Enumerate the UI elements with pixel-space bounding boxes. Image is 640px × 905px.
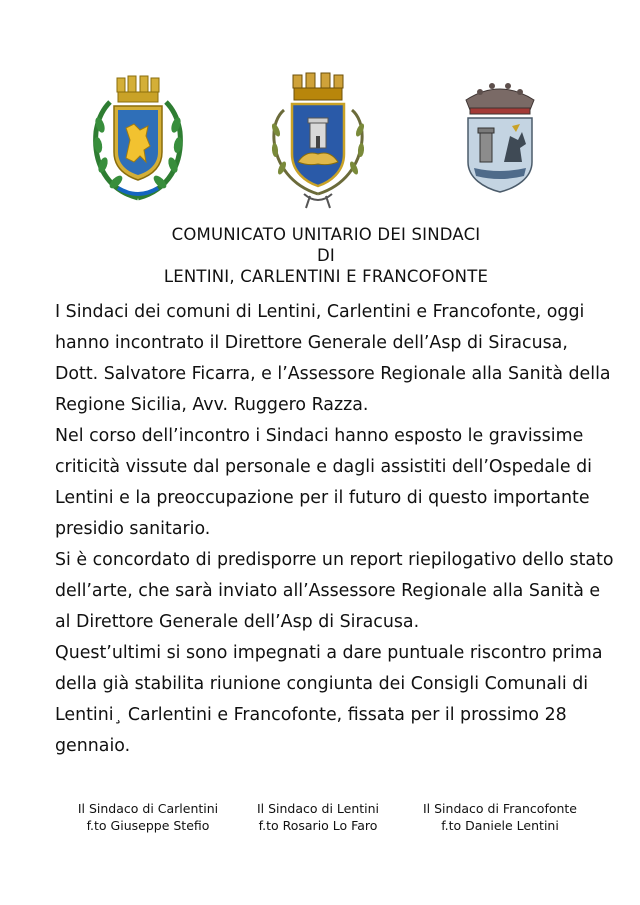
signature-francofonte [400,800,600,834]
press-release-heading [0,224,640,287]
francofonte-coat-of-arms-icon [460,70,540,195]
lentini-coat-of-arms-icon [88,70,188,205]
heading-line-3: LENTINI, CARLENTINI E FRANCOFONTE [163,267,489,286]
body-paragraph-1: I Sindaci dei comuni di Lentini, Carlentini e Francofonte, oggi hanno incontrato il Direttore Generale dell’Asp di Siracusa, Dott. Salvatore Ficarra, e l’Assessore Regionale alla Sanità della Regione Sicilia, Avv. Ruggero Razza. [55,302,611,415]
signature-lentini [218,800,418,834]
signature-name: f.to Rosario Lo Faro [258,818,378,833]
heading-line-1: COMUNICATO UNITARIO DEI SINDACI [171,225,481,244]
signature-role: Il Sindaco di Francofonte [422,801,578,816]
signature-name: f.to Giuseppe Stefio [86,818,210,833]
signature-role: Il Sindaco di Carlentini [77,801,219,816]
body-paragraph-3: Si è concordato di predisporre un report riepilogativo dello stato dell’arte, che sarà inviato all’Assessore Regionale alla Sanità e al Direttore Generale dell’Asp di Siracusa. [55,550,614,632]
body-paragraph-4: Quest’ultimi si sono impegnati a dare puntuale riscontro prima della già stabilita riunione congiunta dei Consigli Comunali di Lentini¸ Carlentini e Francofonte, fissata per il prossimo 28 gennaio. [55,643,603,756]
signatures [0,800,640,840]
heading-line-2: DI [317,246,335,265]
signature-name: f.to Daniele Lentini [441,818,559,833]
press-release-body [55,297,615,762]
signature-role: Il Sindaco di Lentini [256,801,380,816]
coats-of-arms-row [0,70,640,210]
carlentini-coat-of-arms-icon [262,70,374,210]
body-paragraph-2: Nel corso dell’incontro i Sindaci hanno esposto le gravissime criticità vissute dal personale e dagli assistiti dell’Ospedale di Lentini e la preoccupazione per il futuro di questo importante presidio sanitario. [55,426,592,539]
